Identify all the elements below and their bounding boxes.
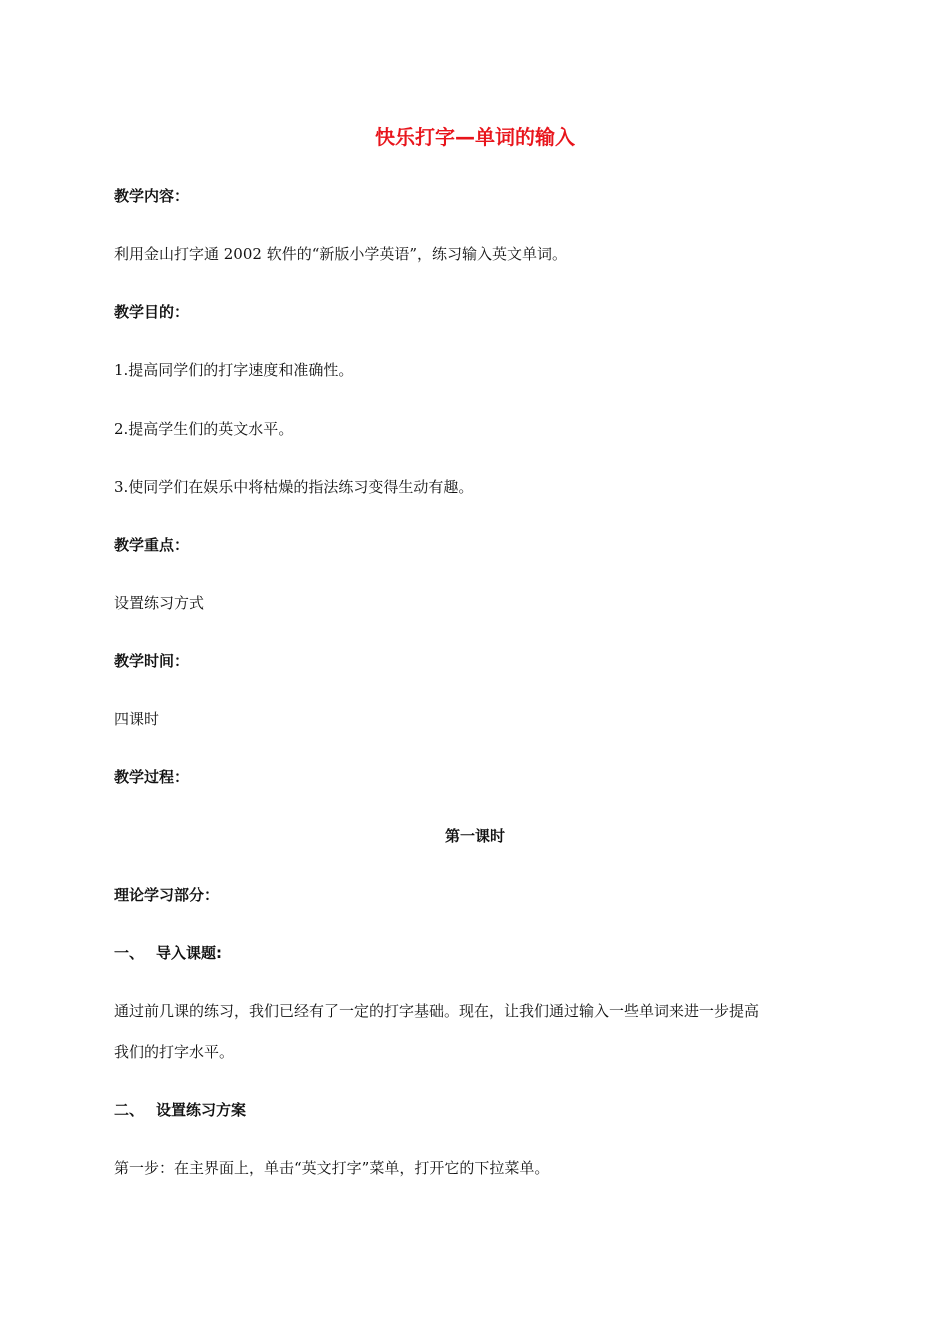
time-heading: 教学时间：: [114, 652, 190, 670]
goal-heading: 教学目的：: [114, 303, 190, 321]
goal-item-3: 3.使同学们在娱乐中将枯燥的指法练习变得生动有趣。: [114, 478, 474, 496]
section-2-title: 设置练习方案: [156, 1101, 247, 1119]
section-1-paragraph-line-1: 通过前几课的练习，我们已经有了一定的打字基础。现在，让我们通过输入一些单词来进一步提高: [114, 1002, 760, 1020]
focus-heading: 教学重点：: [114, 536, 190, 554]
content-heading: 教学内容：: [114, 187, 190, 205]
section-1-title: 导入课题:: [156, 944, 222, 962]
process-heading: 教学过程：: [114, 768, 190, 786]
document-title: 快乐打字—单词的输入: [375, 125, 575, 149]
section-1-paragraph-line-2: 我们的打字水平。: [114, 1043, 235, 1061]
focus-text: 设置练习方式: [114, 594, 205, 612]
goal-item-2: 2.提高学生们的英文水平。: [114, 420, 294, 438]
goal-item-1: 1.提高同学们的打字速度和准确性。: [114, 361, 354, 379]
step-1-text: 第一步：在主界面上，单击“英文打字”菜单，打开它的下拉菜单。: [114, 1159, 550, 1177]
section-2-heading: [114, 1100, 246, 1120]
section-2-number: 二、: [114, 1101, 145, 1119]
lesson-title: 第一课时: [444, 827, 505, 845]
section-1-heading: [114, 943, 222, 963]
theory-heading: 理论学习部分：: [114, 886, 220, 904]
section-1-number: 一、: [114, 944, 145, 962]
time-text: 四课时: [114, 710, 160, 728]
content-text: 利用金山打字通 2002 软件的“新版小学英语”，练习输入英文单词。: [114, 245, 568, 263]
